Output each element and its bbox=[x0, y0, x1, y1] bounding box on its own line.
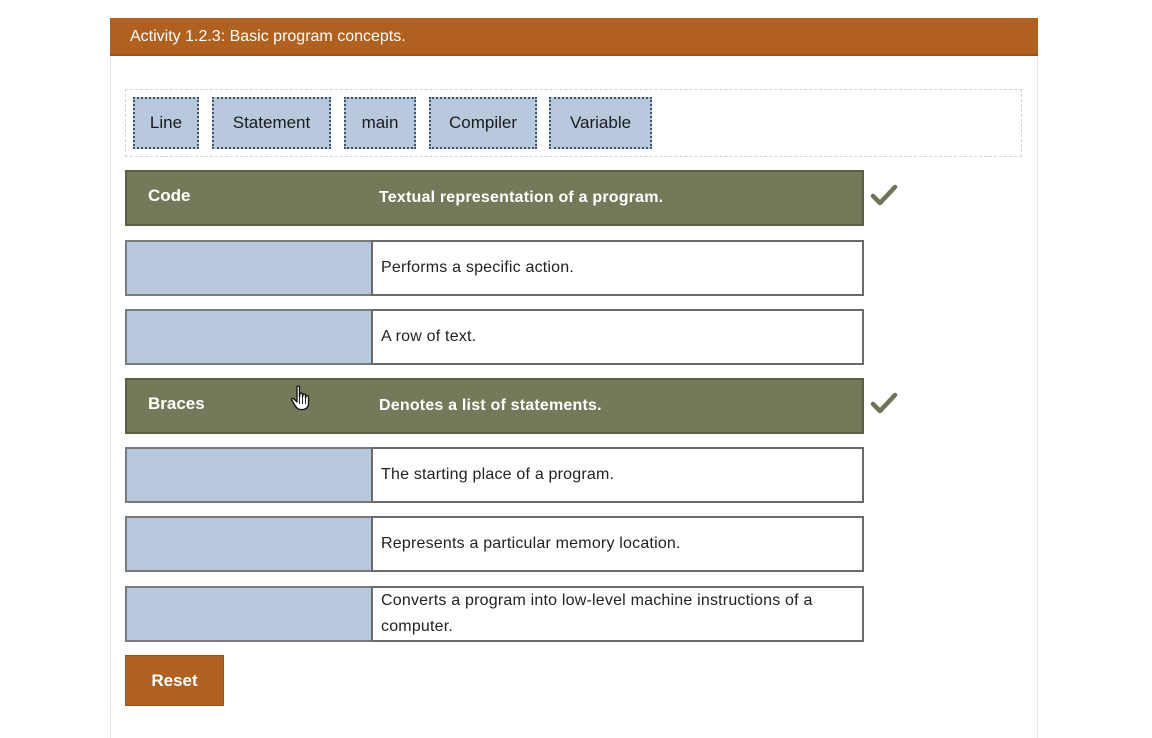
definition-text: A row of text. bbox=[371, 309, 864, 365]
match-row bbox=[125, 309, 864, 365]
match-row bbox=[125, 170, 864, 226]
drop-slot[interactable] bbox=[125, 309, 373, 365]
checkmark-icon bbox=[870, 389, 898, 417]
definition-text: Denotes a list of statements. bbox=[371, 378, 864, 434]
definition-text: Textual representation of a program. bbox=[371, 170, 864, 226]
drop-slot[interactable]: Braces bbox=[125, 378, 373, 434]
definition-text: Converts a program into low-level machine instructions of a computer. bbox=[371, 586, 864, 642]
drop-slot[interactable] bbox=[125, 516, 373, 572]
definition-text: Performs a specific action. bbox=[371, 240, 864, 296]
drop-slot[interactable] bbox=[125, 240, 373, 296]
term-line[interactable]: Line bbox=[133, 97, 199, 149]
drop-slot[interactable] bbox=[125, 586, 373, 642]
activity-title: Activity 1.2.3: Basic program concepts. bbox=[110, 18, 1038, 56]
match-row bbox=[125, 586, 864, 642]
match-row bbox=[125, 378, 864, 434]
term-compiler[interactable]: Compiler bbox=[429, 97, 537, 149]
definition-text: Represents a particular memory location. bbox=[371, 516, 864, 572]
match-row bbox=[125, 447, 864, 503]
match-row bbox=[125, 516, 864, 572]
drop-slot[interactable] bbox=[125, 447, 373, 503]
term-main[interactable]: main bbox=[344, 97, 416, 149]
definition-text: The starting place of a program. bbox=[371, 447, 864, 503]
term-statement[interactable]: Statement bbox=[212, 97, 331, 149]
checkmark-icon bbox=[870, 181, 898, 209]
drop-slot[interactable]: Code bbox=[125, 170, 373, 226]
term-variable[interactable]: Variable bbox=[549, 97, 652, 149]
match-row bbox=[125, 240, 864, 296]
hand-cursor-icon bbox=[290, 385, 312, 411]
reset-button[interactable]: Reset bbox=[125, 655, 224, 706]
